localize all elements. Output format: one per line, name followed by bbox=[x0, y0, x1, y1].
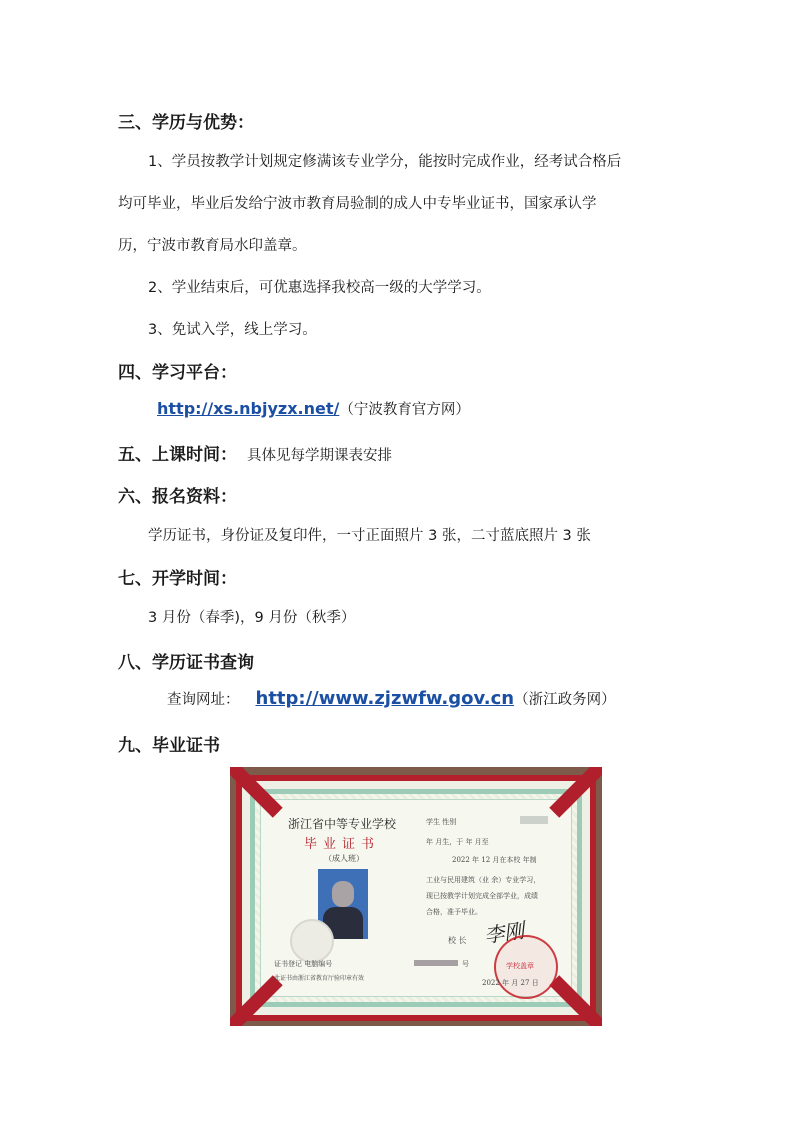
registration-suffix: 号 bbox=[462, 960, 469, 968]
diploma-line: 现已按教学计划完成全部学业，成绩 bbox=[426, 892, 538, 900]
section-heading-diploma: 九、毕业证书 bbox=[118, 736, 220, 756]
platform-link[interactable]: http://xs.nbjyzx.net/ bbox=[157, 399, 340, 418]
section-heading-qualification: 三、学历与优势： bbox=[118, 113, 254, 133]
section-heading-materials: 六、报名资料： bbox=[118, 487, 237, 507]
seal-text: 学校盖章 bbox=[506, 962, 534, 970]
paragraph-line: 3、免试入学，线上学习。 bbox=[148, 322, 317, 338]
materials-text: 学历证书，身份证及复印件，一寸正面照片 3 张，二寸蓝底照片 3 张 bbox=[148, 528, 591, 544]
cert-query-label: 查询网址： bbox=[167, 692, 240, 708]
embossed-seal bbox=[290, 919, 334, 963]
platform-link-row bbox=[157, 398, 470, 419]
principal-label: 校 长 bbox=[448, 936, 467, 945]
diploma-line: 年 月生，于 年 月至 bbox=[426, 838, 489, 846]
cert-query-note: （浙江政务网） bbox=[514, 692, 616, 708]
paragraph-line: 1、学员按教学计划规定修满该专业学分，能按时完成作业，经考试合格后 bbox=[148, 154, 622, 170]
section-heading-class-time: 五、上课时间： bbox=[118, 445, 237, 465]
principal-signature: 李刚 bbox=[482, 918, 526, 948]
diploma-date: 2022 年 月 27 日 bbox=[482, 979, 539, 987]
paragraph-line: 2、学业结束后，可优惠选择我校高一级的大学学习。 bbox=[148, 280, 491, 296]
section-heading-cert-query: 八、学历证书查询 bbox=[118, 653, 254, 673]
portrait-face bbox=[332, 881, 354, 907]
diploma-line: 学生 性别 bbox=[426, 818, 457, 826]
cert-query-row bbox=[167, 688, 616, 709]
diploma-photo bbox=[230, 767, 602, 1026]
diploma-school: 浙江省中等专业学校 bbox=[288, 817, 397, 831]
cert-query-link[interactable]: http://www.zjzwfw.gov.cn bbox=[255, 688, 515, 709]
class-time-text: 具体见每学期课表安排 bbox=[247, 448, 392, 464]
diploma-title: 毕业证书 bbox=[304, 837, 381, 852]
diploma-line: 工业与民用建筑（业 余）专业学习， bbox=[426, 876, 541, 884]
class-time-row bbox=[118, 440, 392, 465]
section-heading-platform: 四、学习平台： bbox=[118, 363, 237, 383]
diploma-subtitle: （成人班） bbox=[324, 854, 364, 863]
redacted-name bbox=[520, 816, 548, 824]
paragraph-line: 均可毕业，毕业后发给宁波市教育局验制的成人中专毕业证书，国家承认学 bbox=[118, 196, 597, 212]
start-time-text: 3 月份（春季)，9 月份（秋季） bbox=[148, 610, 356, 626]
diploma-line: 2022 年 12 月在本校 年制 bbox=[452, 856, 537, 864]
platform-link-note: （宁波教育官方网） bbox=[339, 402, 470, 418]
section-heading-start-time: 七、开学时间： bbox=[118, 569, 237, 589]
diploma-footer: 此证书由浙江省教育厅验印章有效 bbox=[274, 975, 365, 982]
registration-label: 证书登记 电脑编号 bbox=[274, 960, 333, 968]
paragraph-line: 历，宁波市教育局水印盖章。 bbox=[118, 238, 307, 254]
diploma-line: 合格，准予毕业。 bbox=[426, 908, 482, 916]
redacted-number bbox=[414, 960, 458, 966]
